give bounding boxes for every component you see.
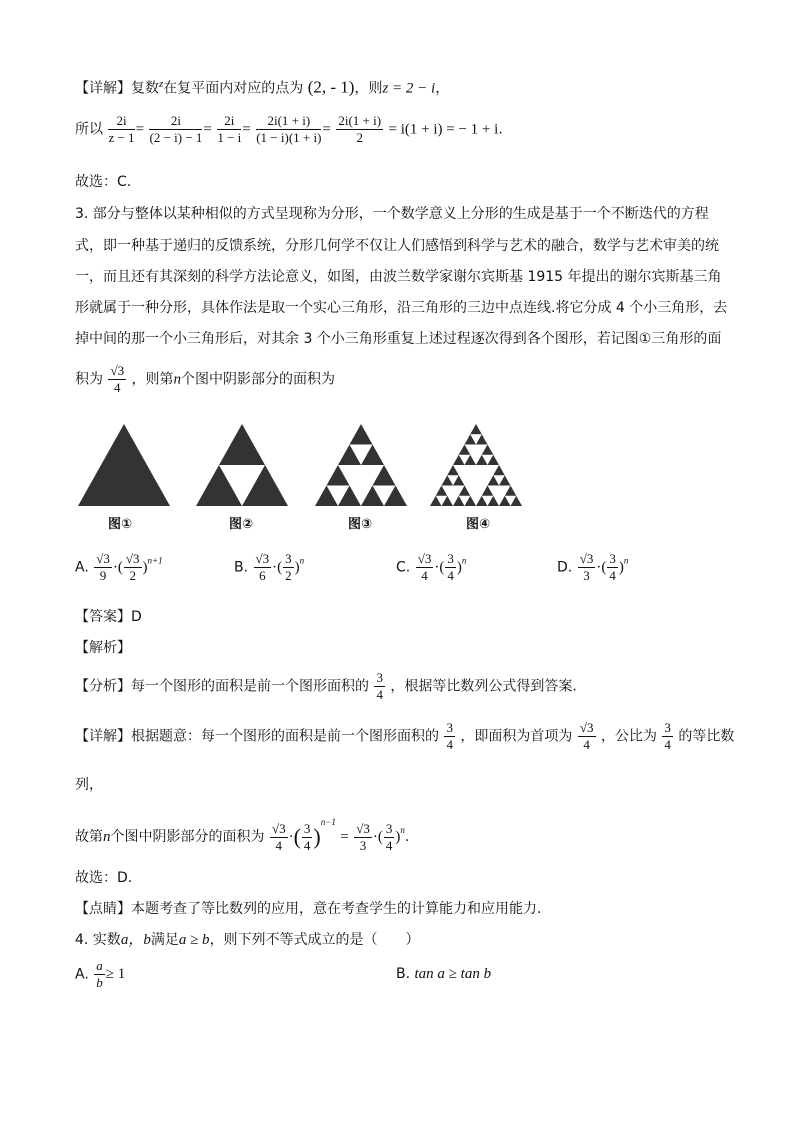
- shaded-triangle: [499, 475, 511, 485]
- shaded-triangle: [459, 486, 471, 496]
- q3-stem-line-2: 式，即一种基于递归的反馈系统，分形几何学不仅让人们感悟到科学与艺术的融合，数学与艺术审美的统: [75, 238, 719, 254]
- figure-1-triangle: [78, 424, 170, 506]
- q3-stem-line-3: 一，而且还有其深刻的科学方法论意义，如图，由波兰数学家谢尔宾斯基 1915 年提出的谢尔宾斯基三角: [75, 269, 722, 285]
- q4-option-a[interactable]: A. $\frac{a}{b}$ ≥ 1: [75, 958, 126, 990]
- fraction: $\frac{3}{4}$: [446, 720, 453, 752]
- fraction: $\frac{2i}{1 - i}$: [217, 113, 242, 145]
- fraction: $\frac{√3}{4}$: [110, 363, 125, 395]
- fraction: $\frac{2i}{z - 1}$: [108, 113, 135, 145]
- q3-stem-line-6: 积为 $\frac{√3}{4}$ ，则第n个图中阴影部分的面积为: [75, 363, 336, 395]
- shaded-triangle: [453, 455, 465, 465]
- fraction: $\frac{√3}{4}$: [579, 720, 594, 752]
- shaded-triangle: [511, 496, 523, 506]
- analysis-tag: 【解析】: [75, 640, 131, 656]
- shaded-triangle: [430, 496, 442, 506]
- shaded-triangle: [361, 445, 384, 466]
- shaded-triangle: [488, 455, 500, 465]
- fraction: $\frac{3}{4}$: [664, 720, 671, 752]
- fenxi-line: 【分析】每一个图形的面积是前一个图形面积的 $\frac{3}{4}$ ，根据等比数列公式得到答案.: [75, 670, 577, 702]
- answer-line: [75, 607, 142, 627]
- q2-choice: 故选：C.: [75, 174, 132, 190]
- shaded-triangle: [465, 434, 477, 444]
- q2-derivation: 所以 $\frac{2i}{z - 1}$ = $\frac{2i}{(2 - i) - 1}$ = $\frac{2i}{1 - i}$ = $\frac{2i(1 + i)}{(1 - i)(1 + i)}$ = $\frac{2i(1 + i)}{2}$ = i(1 + i) = − 1 + i.: [75, 113, 503, 145]
- detail-line-cont: 列，: [75, 777, 103, 793]
- comment-line: 【点睛】本题考查了等比数列的应用，意在考查学生的计算能力和应用能力.: [75, 901, 542, 917]
- shaded-triangle: [447, 465, 459, 475]
- q3-stem-line-5: 掉中间的那一个小三角形后，对其余 3 个小三角形重复上述过程逐次得到各个图形，若记图①三角形的面: [75, 331, 722, 347]
- fraction: $\frac{√3}{4}$: [271, 820, 286, 853]
- fraction: $\frac{√3}{3}$: [356, 820, 370, 853]
- fraction: $\frac{2i}{(2 - i) - 1}$: [149, 113, 203, 145]
- detail-tag: 【详解】: [75, 80, 131, 97]
- option-a[interactable]: A. $\frac{√3}{9}$ ·( $\frac{√3}{2}$ )$^{n+1}$: [75, 551, 163, 583]
- shaded-triangle: [219, 424, 265, 465]
- figure-3-triangle: [315, 424, 407, 506]
- shaded-triangle: [373, 465, 396, 486]
- q4-stem: 4. 实数a，b满足a ≥ b，则下列不等式成立的是（ ）: [75, 932, 420, 948]
- shaded-triangle: [196, 465, 242, 506]
- answer-tag: 【答案】: [75, 609, 131, 625]
- shaded-triangle: [493, 465, 505, 475]
- q2-detail-line: 【详解】复数$^z$在复平面内对应的点为 (2, - 1)，则z = 2 − i，: [75, 77, 450, 97]
- shaded-triangle: [361, 486, 384, 507]
- shaded-triangle: [499, 496, 511, 506]
- shaded-triangle: [465, 455, 477, 465]
- shaded-triangle: [327, 465, 350, 486]
- shaded-triangle: [482, 445, 494, 455]
- fraction: $\frac{2i(1 + i)}{(1 - i)(1 + i)}$: [256, 113, 322, 145]
- shaded-triangle: [453, 475, 465, 485]
- figure-caption-1: 图①: [108, 517, 133, 532]
- figure-2-triangle: [196, 424, 288, 506]
- shaded-triangle: [465, 496, 477, 506]
- result-line: 故第n个图中阴影部分的面积为 $\frac{√3}{4}$ ·( $\frac{3}{4}$ )$^{n-1}$ = $\frac{√3}{3}$ ·( $\frac{3}{4}$ )$^n$.: [75, 817, 410, 853]
- shaded-triangle: [488, 475, 500, 485]
- answer-value: D: [131, 609, 142, 625]
- q4-option-b[interactable]: B. tan a ≥ tan b: [396, 966, 492, 982]
- q3-choice: 故选：D.: [75, 870, 133, 886]
- shaded-triangle: [442, 475, 454, 485]
- shaded-triangle: [338, 486, 361, 507]
- fraction: $\frac{3}{4}$: [303, 820, 311, 853]
- option-c[interactable]: C. $\frac{√3}{4}$ ·( $\frac{3}{4}$ )$^n$: [396, 551, 467, 583]
- option-d[interactable]: D. $\frac{√3}{3}$ ·( $\frac{3}{4}$ )$^n$: [557, 551, 629, 583]
- shaded-triangle: [338, 445, 361, 466]
- shaded-triangle: [350, 424, 373, 445]
- fraction: $\frac{3}{4}$: [385, 820, 393, 853]
- detail-line: 【详解】根据题意：每一个图形的面积是前一个图形面积的 $\frac{3}{4}$ ，即面积为首项为 $\frac{√3}{4}$ ，公比为 $\frac{3}{4}$ 的等比数: [75, 720, 735, 752]
- fraction: $\frac{3}{4}$: [376, 670, 383, 702]
- shaded-triangle: [459, 445, 471, 455]
- shaded-triangle: [488, 496, 500, 506]
- figure-caption-2: 图②: [229, 517, 254, 532]
- shaded-triangle: [442, 496, 454, 506]
- shaded-triangle: [470, 424, 482, 434]
- shaded-triangle: [505, 486, 517, 496]
- shaded-triangle: [453, 496, 465, 506]
- shaded-triangle: [482, 486, 494, 496]
- shaded-triangle: [78, 424, 170, 506]
- figure-caption-4: 图④: [466, 517, 491, 532]
- fraction: $\frac{2i(1 + i)}{2}$: [338, 113, 382, 145]
- shaded-triangle: [384, 486, 407, 507]
- option-b[interactable]: B. $\frac{√3}{6}$ ·( $\frac{3}{2}$ )$^n$: [234, 551, 305, 583]
- shaded-triangle: [315, 486, 338, 507]
- q3-stem-line-1: 3. 部分与整体以某种相似的方式呈现称为分形，一个数学意义上分形的生成是基于一个不断迭代的方程: [75, 206, 709, 222]
- shaded-triangle: [476, 434, 488, 444]
- shaded-triangle: [476, 496, 488, 506]
- shaded-triangle: [476, 455, 488, 465]
- shaded-triangle: [436, 486, 448, 496]
- shaded-triangle: [242, 465, 288, 506]
- figure-4-triangle: [430, 424, 522, 506]
- figure-caption-3: 图③: [348, 517, 373, 532]
- q3-stem-line-4: 形就属于一种分形，具体作法是取一个实心三角形，沿三角形的三边中点连线.将它分成 4 个小三角形，去: [75, 300, 728, 316]
